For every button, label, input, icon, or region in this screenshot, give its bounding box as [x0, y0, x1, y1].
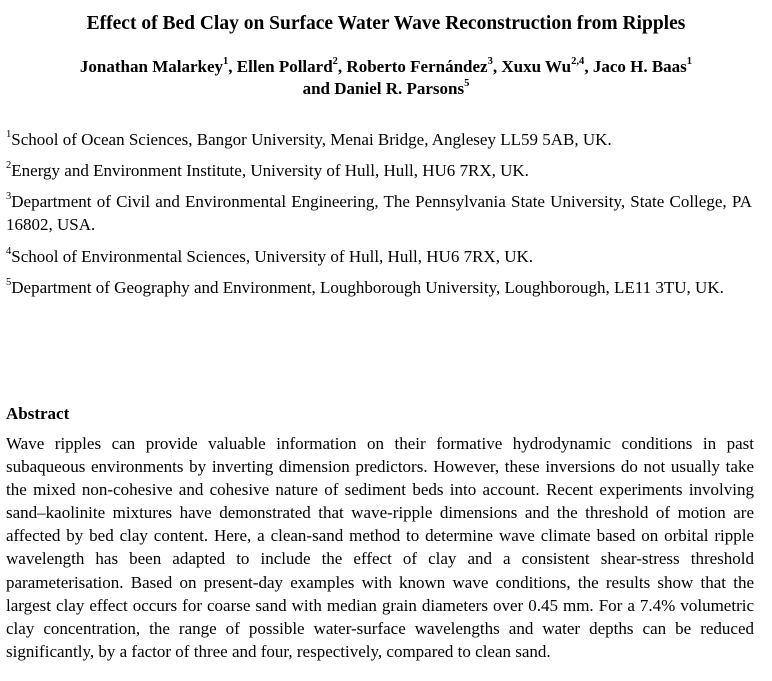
paper-title: Effect of Bed Clay on Surface Water Wave Reconstruction from Ripples: [86, 13, 686, 34]
author-affiliation-mark: 1: [686, 56, 693, 68]
affiliation-2: [6, 159, 752, 182]
author-separator: ,: [228, 57, 237, 76]
affiliation-text: School of Ocean Sciences, Bangor University, Menai Bridge, Anglesey LL59 5AB, UK.: [11, 130, 612, 149]
affiliation-text: Department of Civil and Environmental Engineering, The Pennsylvania State University, State College, PA 16802, USA.: [6, 192, 752, 234]
author-name: Jaco H. Baas: [592, 57, 687, 76]
author-name: and Daniel R. Parsons: [302, 79, 465, 98]
affiliation-3: [6, 190, 752, 236]
author-affiliation-mark: 2,4: [571, 56, 585, 68]
affiliation-text: School of Environmental Sciences, University of Hull, Hull, HU6 7RX, UK.: [11, 247, 534, 266]
author-name: Roberto Fernández: [346, 57, 488, 76]
author-affiliation-mark: 1: [223, 56, 229, 68]
author-name: Ellen Pollard: [236, 57, 333, 76]
author-list: [20, 56, 752, 100]
author-affiliation-mark: 5: [464, 78, 470, 90]
author-affiliation-mark: 3: [487, 56, 493, 68]
affiliation-number: 1: [6, 129, 12, 141]
author-separator: ,: [492, 57, 502, 76]
affiliation-number: 2: [6, 160, 12, 172]
affiliation-number: 3: [6, 191, 12, 203]
author-separator: ,: [337, 57, 347, 76]
author-name: Xuxu Wu: [501, 57, 572, 76]
affiliation-number: 4: [6, 246, 12, 258]
affiliation-text: Energy and Environment Institute, University of Hull, Hull, HU6 7RX, UK.: [11, 161, 529, 180]
affiliation-1: [6, 128, 752, 151]
affiliation-number: 5: [6, 277, 12, 289]
affiliation-5: [6, 276, 752, 299]
affiliation-4: [6, 245, 752, 268]
abstract-heading: Abstract: [6, 404, 70, 423]
author-name: Jonathan Malarkey: [79, 57, 224, 76]
abstract-body: Wave ripples can provide valuable information on their formative hydrodynamic conditions in past subaqueous environments by inverting dimension predictors. However, these inversions do not usually take the mixed non-cohesive and cohesive nature of sediment beds into account. Recent experiments involving sand–kaolinite mixtures have demonstrated that wave-ripple dimensions and the threshold of motion are affected by bed clay content. Here, a clean-sand method to determine wave climate based on orbital ripple wavelength has been adapted to include the effect of clay and a consistent shear-stress threshold parameterisation. Based on present-day examples with known wave conditions, the results show that the largest clay effect occurs for coarse sand with median grain diameters over 0.45 mm. For a 7.4% volumetric clay concentration, the range of possible water-surface wavelengths and water depths can be reduced significantly, by a factor of three and four, respectively, compared to clean sand.: [6, 434, 754, 661]
author-separator: ,: [584, 57, 593, 76]
affiliation-text: Department of Geography and Environment, Loughborough University, Loughborough, LE11 3TU, UK.: [11, 278, 724, 297]
author-affiliation-mark: 2: [332, 56, 338, 68]
